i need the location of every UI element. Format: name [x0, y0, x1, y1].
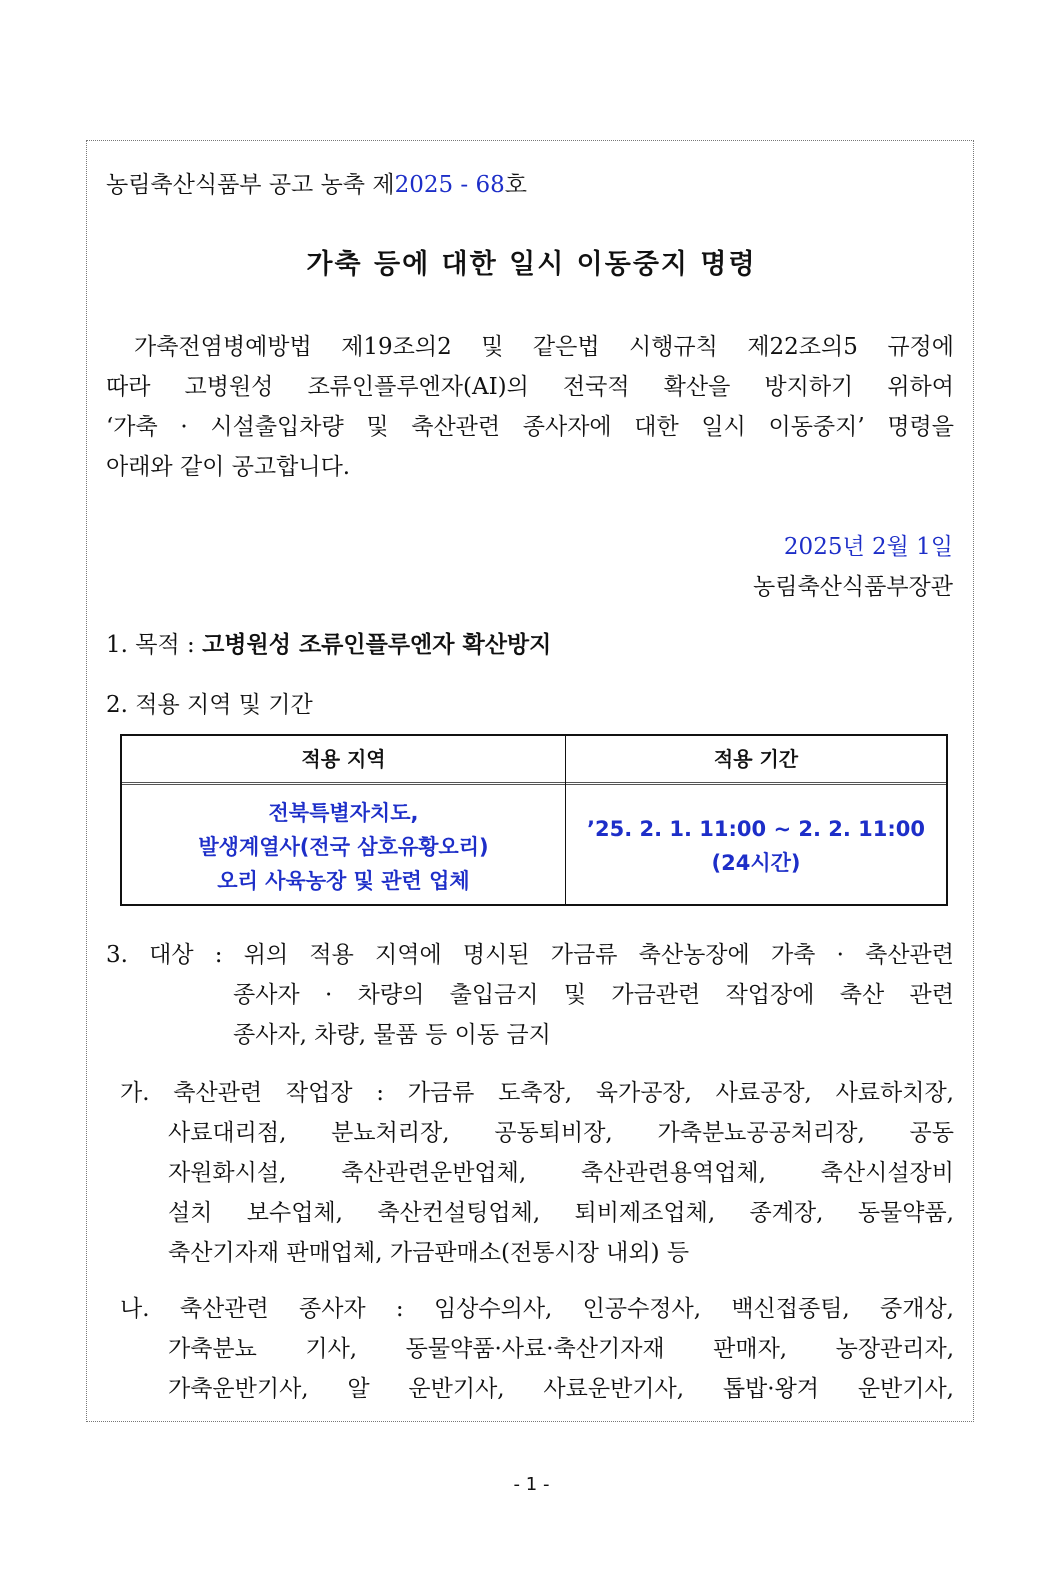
item-ga-line-5: 축산기자재 판매업체, 가금판매소(전통시장 내외) 등 [168, 1240, 690, 1266]
section-2-label: 2. 적용 지역 및 기간 [106, 692, 313, 718]
item-na-line-2: 가축분뇨 기사, 동물약품·사료·축산기자재 판매자, 농장관리자, [168, 1336, 954, 1362]
intro-line-3: ‘가축 · 시설출입차량 및 축산관련 종사자에 대한 일시 이동중지’ 명령을 [106, 414, 954, 440]
issue-date: 2025년 2월 1일 [783, 534, 953, 560]
section-1-value: 고병원성 조류인플루엔자 확산방지 [202, 632, 552, 658]
section-3-line-3: 종사자, 차량, 물품 등 이동 금지 [233, 1022, 551, 1048]
page-number: - 1 - [513, 1474, 550, 1495]
section-1-label: 1. 목적 : [106, 632, 203, 658]
item-na-line-1: 나. 축산관련 종사자 : 임상수의사, 인공수정사, 백신접종팀, 중개상, [120, 1296, 954, 1322]
issuer: 농림축산식품부장관 [753, 574, 953, 600]
page-title: 가축 등에 대한 일시 이동중지 명령 [306, 249, 757, 280]
notice-number [106, 170, 527, 200]
region-line-1: 전북특별자치도, [268, 801, 419, 825]
table-cell-region [122, 796, 565, 898]
region-line-3: 오리 사육농장 및 관련 업체 [217, 869, 470, 893]
region-period-table [120, 734, 948, 906]
notice-number-value: 2025 - 68 [394, 172, 505, 198]
region-line-2: 발생계열사(전국 삼호유황오리) [198, 835, 489, 859]
notice-suffix: 호 [504, 172, 527, 198]
intro-line-1: 가축전염병예방법 제19조의2 및 같은법 시행규칙 제22조의5 규정에 [134, 334, 954, 360]
table-header-period: 적용 기간 [713, 747, 799, 771]
item-na-line-3: 가축운반기사, 알 운반기사, 사료운반기사, 톱밥·왕겨 운반기사, [168, 1376, 954, 1402]
table-cell-period [566, 812, 946, 880]
period-line-2: (24시간) [711, 851, 801, 875]
item-ga-line-2: 사료대리점, 분뇨처리장, 공동퇴비장, 가축분뇨공공처리장, 공동 [168, 1120, 954, 1146]
intro-line-2: 따라 고병원성 조류인플루엔자(AI)의 전국적 확산을 방지하기 위하여 [106, 374, 954, 400]
table-header-divider [122, 782, 946, 785]
item-ga-line-4: 설치 보수업체, 축산컨설팅업체, 퇴비제조업체, 종계장, 동물약품, [168, 1200, 954, 1226]
item-ga-line-3: 자원화시설, 축산관련운반업체, 축산관련용역업체, 축산시설장비 [168, 1160, 954, 1186]
notice-prefix: 농림축산식품부 공고 농축 제 [106, 172, 395, 198]
intro-line-4: 아래와 같이 공고합니다. [106, 454, 351, 480]
period-line-1: ’25. 2. 1. 11:00 ∼ 2. 2. 11:00 [587, 817, 925, 841]
section-3-first-line [106, 940, 954, 970]
section-1 [106, 630, 551, 660]
section-3-line-2: 종사자 · 차량의 출입금지 및 가금관련 작업장에 축산 관련 [233, 982, 954, 1008]
table-header-region: 적용 지역 [301, 747, 386, 771]
section-3-text: 위의 적용 지역에 명시된 가금류 축산농장에 가축 · 축산관련 [243, 942, 954, 968]
section-3-label: 3. 대상 : [106, 942, 244, 968]
item-ga-line-1: 가. 축산관련 작업장 : 가금류 도축장, 육가공장, 사료공장, 사료하치장, [120, 1080, 954, 1106]
